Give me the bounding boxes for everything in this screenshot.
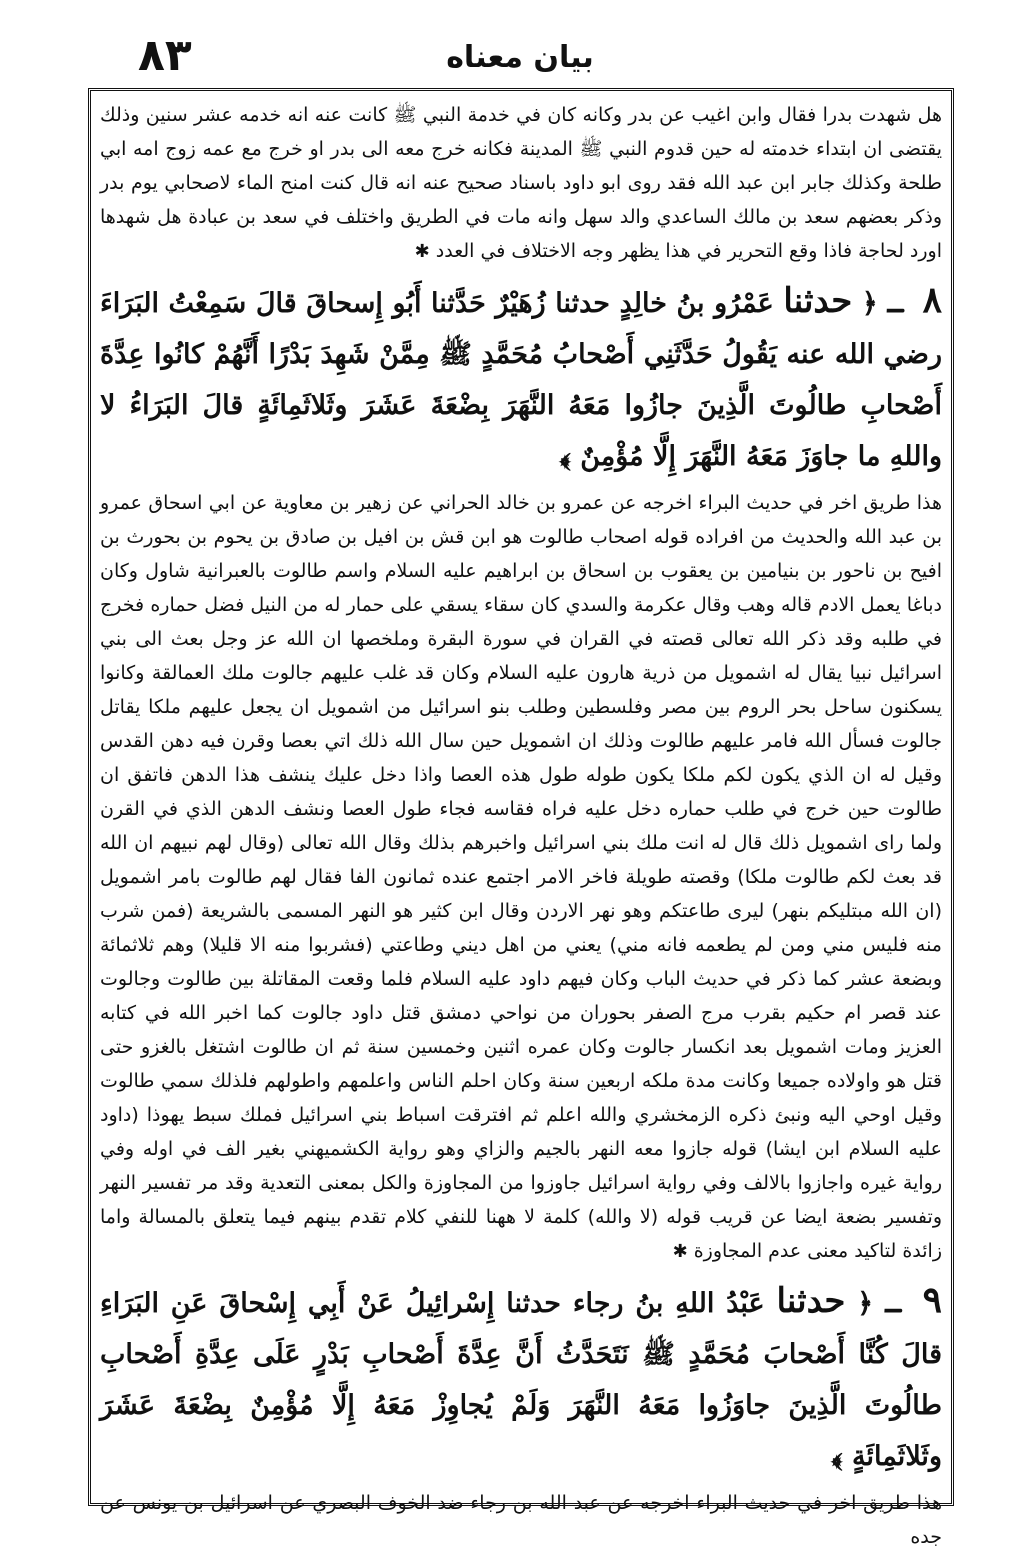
close-bracket-icon: ﴾: [559, 441, 571, 472]
commentary-text: هذا طريق اخر في حديث البراء اخرجه عن عبد الله بن رجاء ضد الخوف البصري عن اسرائيل بن يونس عن جده: [100, 1492, 942, 1548]
hadith-text: عَبْدُ اللهِ بنُ رجاء حدثنا إِسْرائِيلُ عَنْ أَبِي إِسْحاقَ عَنِ البَرَاءِ قالَ كُنَّا أَصْحابَ مُحَمَّدٍ ﷺ نَتَحَدَّثُ أَنَّ عِدَّةَ أَصْحابِ بَدْرٍ عَلَى عِدَّةِ أَصْحابِ طالُوتَ الَّذِينَ جاوَزُوا مَعَهُ النَّهَرَ وَلَمْ يُجاوِزْ مَعَهُ إِلَّا مُؤْمِنٌ بِضْعَةَ عَشَرَ وثَلاثَمِائَةٍ: [100, 1288, 942, 1472]
commentary-paragraph-1: [100, 98, 942, 269]
hadith-9: [100, 1275, 942, 1482]
page-header: [80, 30, 960, 86]
commentary-text: هل شهدت بدرا فقال وابن اغيب عن بدر وكانه كان في خدمة النبي ﷺ كانت عنه انه خدمه عشر سنين وذلك يقتضى ان ابتداء خدمته له حين قدوم النبي ﷺ المدينة فكانه خرج معه الى بدر او خرج مع عمه زوج امه ابي طلحة وكذلك جابر ابن عبد الله فقد روى ابو داود باسناد صحيح عنه انه قال كنت امنح الماء لاصحابي يوم بدر وذكر بعضهم سعد بن مالك الساعدي والد سهل وانه مات في الطريق واختلف في سعد بن عبادة هل شهدها اورد لحاجة فاذا وقع التحرير في هذا يظهر وجه الاختلاف في العدد: [100, 104, 942, 262]
dash-separator: ـ: [887, 288, 904, 319]
hadith-number: ٩: [922, 1279, 942, 1321]
close-bracket-icon: ﴾: [831, 1441, 843, 1472]
hadith-text: عَمْرُو بنُ خالِدٍ حدثنا زُهَيْرٌ حَدَّثنا أَبُو إِسحاقَ قالَ سَمِعْتُ البَرَاءَ رضي الله عنه يَقُولُ حَدَّثَنِي أَصْحابُ مُحَمَّدٍ ﷺ مِمَّنْ شَهِدَ بَدْرًا أَنَّهُمْ كانُوا عِدَّةَ أَصْحابِ طالُوتَ الَّذِينَ جازُوا مَعَهُ النَّهَرَ بِضْعَةَ عَشَرَ وثَلاثَمِائَةٍ قالَ البَرَاءُ لا واللهِ ما جاوَزَ مَعَهُ النَّهَرَ إِلَّا مُؤْمِنٌ: [100, 288, 942, 472]
commentary-text: هذا طريق اخر في حديث البراء اخرجه عن عمرو بن خالد الحراني عن زهير بن معاوية عن ابي اسحاق عمرو بن عبد الله والحديث من افراده قوله اصحاب طالوت هو ابن قش بن افيل بن صادق بن يحوم بن بحورث بن افيح بن ناحور بن بنيامين بن يعقوب بن اسحاق بن ابراهيم عليه السلام واسم طالوت بالعبرانية شاول وكان دباغا يعمل الادم قاله وهب وقال عكرمة والسدي كان سقاء يسقي على حمار له من النيل فضل حماره فخرج في طلبه وقد ذكر الله تعالى قصته في القران في سورة البقرة وملخصها ان الله عز وجل بعث الى بني اسرائيل نبيا يقال له اشمويل من ذرية هارون عليه السلام وكان قد غلب عليهم جالوت ملك العمالقة وكانوا يسكنون ساحل بحر الروم بين مصر وفلسطين وطلب بنو اسرائيل من اشمويل ان يجعل عليهم ملكا يقاتل جالوت فسأل الله فامر عليهم طالوت وذلك ان اشمويل حين سال الله ذلك اتي بعصا وقرن فيه دهن القدس وقيل له ان الذي يكون لكم ملكا يكون طوله طول هذه العصا واذا دخل عليك ينشف هذا الدهن فاتفق ان طالوت حين خرج في طلب حماره دخل عليه فراه فقاسه فجاء طول العصا ونشف الدهن الذي في القرن ولما راى اشمويل ذلك قال له انت ملك بني اسرائيل واخبرهم بذلك وقال الله تعالى (وقال لهم نبيهم ان الله قد بعث لكم طالوت ملكا) وقصته طويلة فاخر الامر اجتمع عنده ثمانون الفا فقال لهم طالوت بامر اشمويل (ان الله مبتليكم بنهر) ليرى طاعتكم وهو نهر الاردن وقال ابن كثير هو النهر المسمى بالشريعة (فمن شرب منه فليس مني ومن لم يطعمه فانه مني) يعني من اهل ديني وطاعتي (فشربوا منه الا قليلا) وهم ثلاثمائة وبضعة عشر كما ذكر في حديث الباب وكان فيهم داود عليه السلام فلما وقعت المقاتلة بين طالوت وجالوت عند قصر ام حكيم بقرب مرج الصفر بحوران من نواحي دمشق قتل داود جالوت كما اخبر الله في كتابه العزيز ومات اشمويل بعد انكسار جالوت وكان عمره اثنين وخمسين سنة ثم ان طالوت اشتغل بالغزو حتى قتل هو واولاده جميعا وكانت مدة ملكه اربعين سنة وكان احلم الناس واعلمهم واطولهم فلذلك سمي طالوت وقيل اوحي اليه ونبئ ذكره الزمخشري والله اعلم ثم افترقت اسباط بني اسرائيل فملك سبط يهوذا (داود عليه السلام ابن ايشا) قوله جازوا معه النهر بالجيم والزاي وهو رواية الكشميهني بغير الف في اوله وفي رواية غيره واجازوا بالالف وفي رواية اسرائيل جاوزوا من المجاوزة والكل بمعنى التعدية وقد مر تفسير النهر وتفسير بضعة ايضا عن قريب قوله (لا والله) كلمة لا ههنا للنفي كلام تقدم بينهم فيما يتعلق بالمسالة واما زائدة لتاكيد معنى عدم المجاوزة: [100, 492, 942, 1262]
end-star-icon: ✱: [414, 241, 430, 262]
haddathana-label: حدثنا: [776, 1281, 846, 1321]
dash-separator: ـ: [884, 1288, 901, 1319]
open-bracket-icon: ﴿: [857, 1288, 874, 1319]
haddathana-label: حدثنا: [783, 281, 853, 321]
page-body: [100, 98, 942, 1554]
commentary-paragraph-3: [100, 1486, 942, 1554]
hadith-8: [100, 275, 942, 482]
page-title: بيان معناه: [446, 40, 594, 75]
hadith-number: ٨: [922, 279, 943, 321]
open-bracket-icon: ﴿: [861, 288, 878, 319]
commentary-paragraph-2: [100, 486, 942, 1269]
page-number: ۸۳: [138, 30, 192, 81]
end-star-icon: ✱: [672, 1241, 688, 1262]
